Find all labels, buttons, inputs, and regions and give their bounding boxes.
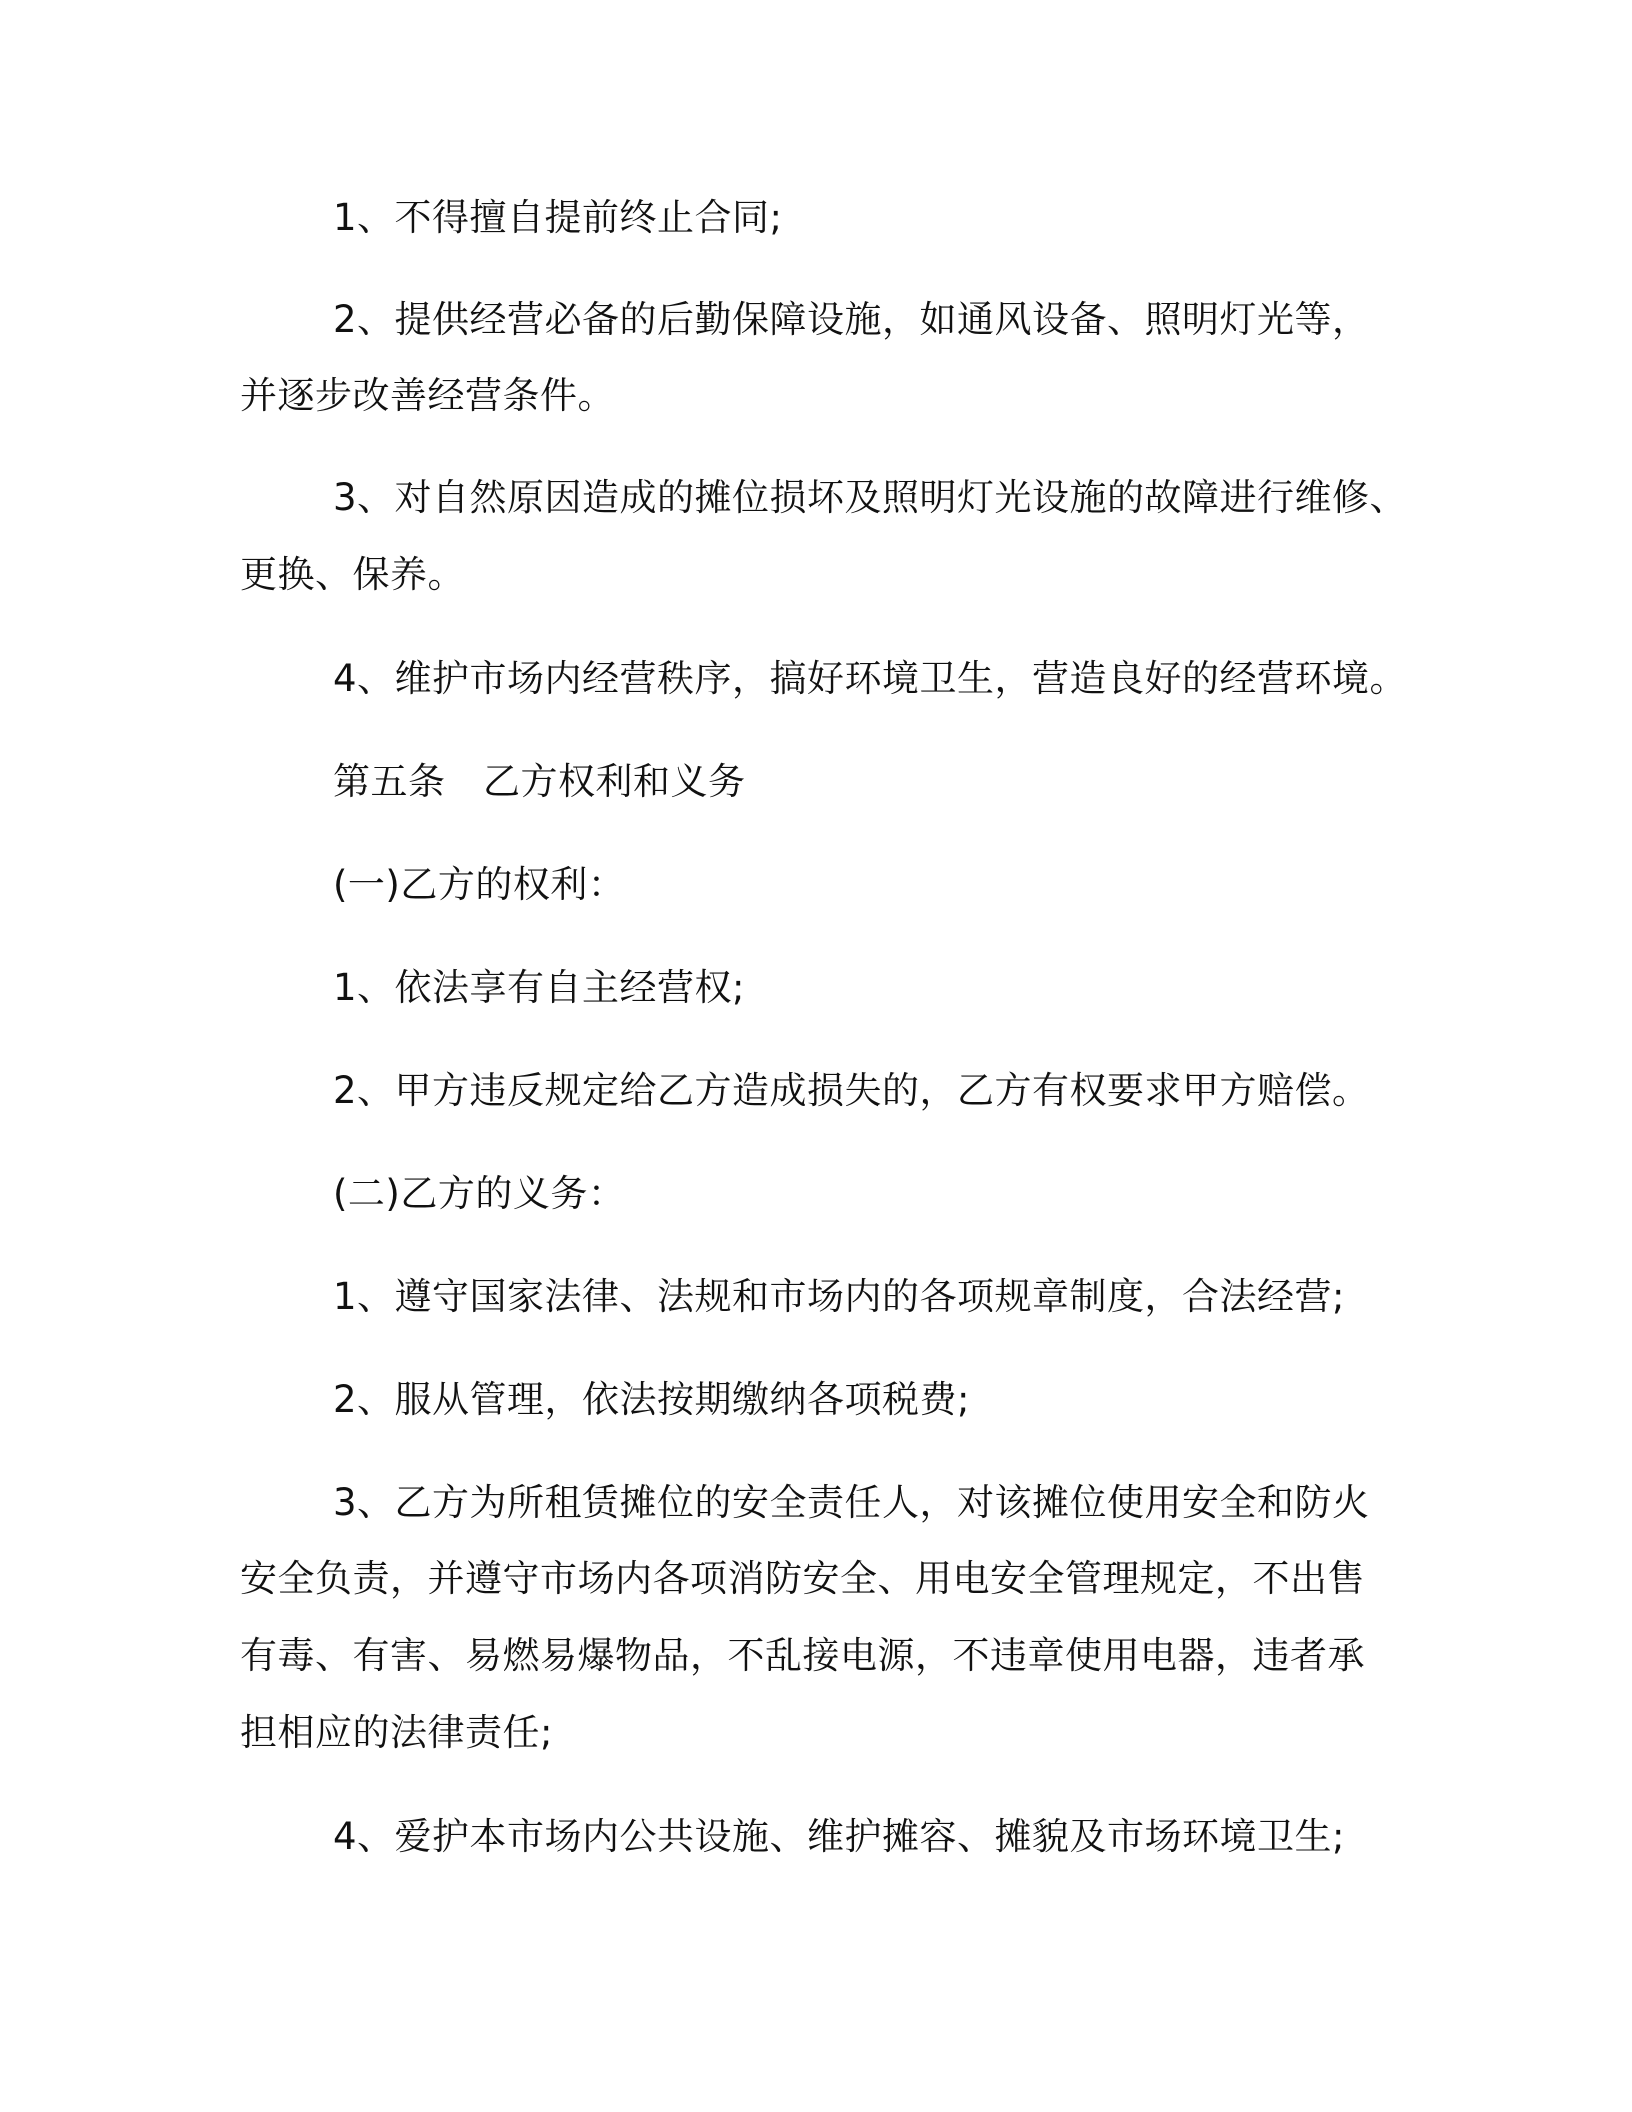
paragraph-line: 1、依法享有自主经营权; xyxy=(333,966,746,1009)
section-heading: 第五条 乙方权利和义务 xyxy=(333,760,746,803)
subsection-heading: (二)乙方的义务： xyxy=(333,1172,626,1215)
paragraph-line: 2、甲方违反规定给乙方造成损失的，乙方有权要求甲方赔偿。 xyxy=(333,1069,1370,1112)
paragraph-line: 1、不得擅自提前终止合同; xyxy=(333,196,783,239)
paragraph-line: 担相应的法律责任; xyxy=(240,1711,553,1754)
paragraph-line: 安全负责，并遵守市场内各项消防安全、用电安全管理规定，不出售 xyxy=(240,1557,1365,1600)
subsection-heading: (一)乙方的权利： xyxy=(333,863,626,906)
paragraph-line: 2、提供经营必备的后勤保障设施，如通风设备、照明灯光等， xyxy=(333,298,1370,341)
paragraph-line: 并逐步改善经营条件。 xyxy=(240,374,615,417)
paragraph-line: 3、乙方为所租赁摊位的安全责任人，对该摊位使用安全和防火 xyxy=(333,1481,1370,1524)
paragraph-line: 2、服从管理，依法按期缴纳各项税费; xyxy=(333,1378,971,1421)
paragraph-line: 更换、保养。 xyxy=(240,553,465,596)
paragraph-line: 1、遵守国家法律、法规和市场内的各项规章制度，合法经营; xyxy=(333,1275,1346,1318)
paragraph-line: 4、爱护本市场内公共设施、维护摊容、摊貌及市场环境卫生; xyxy=(333,1815,1346,1858)
paragraph-line: 3、对自然原因造成的摊位损坏及照明灯光设施的故障进行维修、 xyxy=(333,476,1408,519)
paragraph-line: 有毒、有害、易燃易爆物品，不乱接电源，不违章使用电器，违者承 xyxy=(240,1634,1365,1677)
paragraph-line: 4、维护市场内经营秩序，搞好环境卫生，营造良好的经营环境。 xyxy=(333,657,1408,700)
